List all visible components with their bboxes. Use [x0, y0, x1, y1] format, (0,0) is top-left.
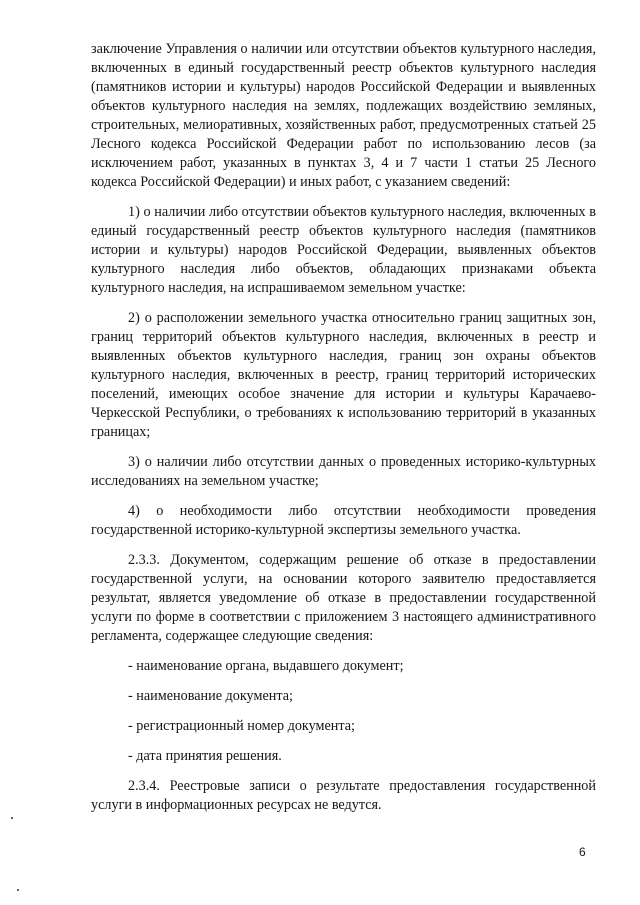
paragraph-item-1: 1) о наличии либо отсутствии объектов культурного наследия, включенных в единый государственный реестр объектов культурного наследия (памятников истории и культуры) народов Российской Федерации, выявленных объектов культурного наследия либо объектов, обладающих признаками объекта культурного наследия, на испрашиваемом земельном участке: [91, 204, 596, 296]
paragraph-item-2: 2) о расположении земельного участка относительно границ защитных зон, границ территорий объектов культурного наследия, включенных в реестр и выявленных объектов культурного наследия, границ зон охраны объектов культурного наследия, включенных в реестр, границ территорий исторических поселений, имеющих особое значение для истории и культуры Карачаево-Черкесской Республики, о требованиях к использованию территорий в указанных границах; [91, 310, 596, 440]
scan-speck [11, 817, 13, 819]
page-number: 6 [579, 845, 586, 859]
list-item-document-name: - наименование документа; [128, 688, 293, 704]
paragraph-item-4: 4) о необходимости либо отсутствии необходимости проведения государственной историко-культурной экспертизы земельного участка. [91, 503, 596, 538]
list-item-registration-number: - регистрационный номер документа; [128, 718, 355, 734]
scan-speck [17, 889, 19, 891]
list-item-decision-date: - дата принятия решения. [128, 748, 282, 764]
document-body [91, 40, 596, 815]
paragraph-item-3: 3) о наличии либо отсутствии данных о проведенных историко-культурных исследованиях на земельном участке; [91, 454, 596, 489]
list-item-organ-name: - наименование органа, выдавшего документ; [128, 658, 404, 674]
paragraph-conclusion: заключение Управления о наличии или отсутствии объектов культурного наследия, включенных в единый государственный реестр объектов культурного наследия (памятников истории и культуры) народов Российской Федерации и выявленных объектов культурного наследия на землях, подлежащих воздействию земляных, строительных, мелиоративных, хозяйственных работ, предусмотренных статьей 25 Лесного кодекса Российской Федерации работ по использованию лесов (за исключением работ, указанных в пунктах 3, 4 и 7 части 1 статьи 25 Лесного кодекса Российской Федерации) и иных работ, с указанием сведений: [91, 41, 596, 190]
paragraph-2-3-4: 2.3.4. Реестровые записи о результате предоставления государственной услуги в информационных ресурсах не ведутся. [91, 778, 596, 813]
paragraph-2-3-3: 2.3.3. Документом, содержащим решение об отказе в предоставлении государственной услуги, на основании которого заявителю предоставляется результат, является уведомление об отказе в предоставлении государственной услуги по форме в соответствии с приложением 3 настоящего административного регламента, содержащее следующие сведения: [91, 552, 596, 644]
